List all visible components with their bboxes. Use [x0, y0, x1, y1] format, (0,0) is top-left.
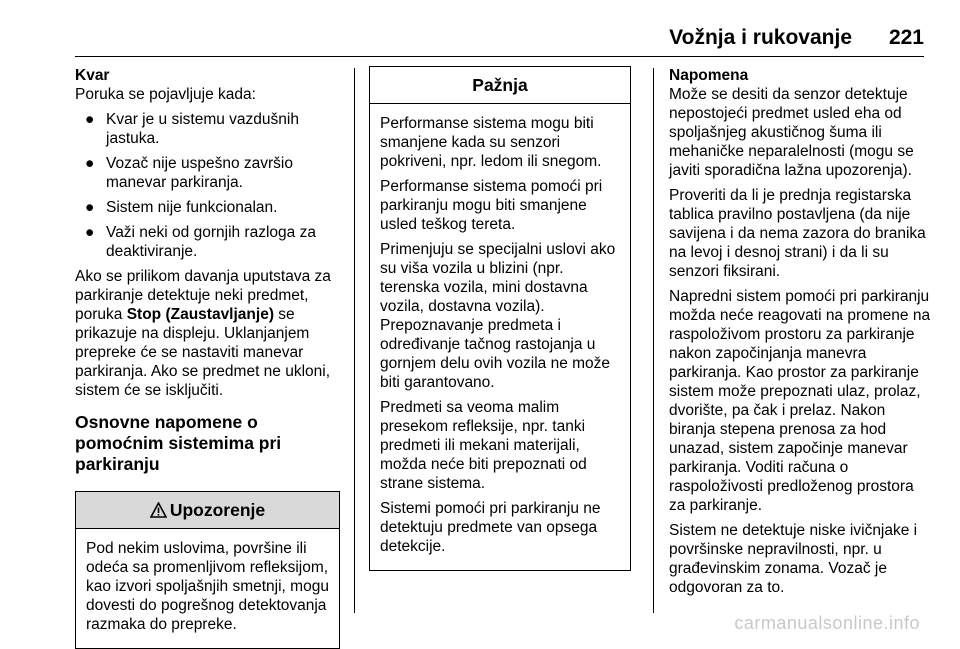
note-paragraph: Proveriti da li je prednja registarska tablica pravilno postavljena (da nije savijena i da nema zazora do branika na levoj i desnoj strani) i da li su senzori fiksirani.: [669, 187, 926, 280]
note-title: Napomena: [669, 67, 749, 84]
warning-box-header: [76, 492, 339, 529]
list-item-text: Važi neki od gornjih razloga za deaktiviranje.: [106, 224, 316, 260]
note-paragraph: Sistem ne detektuje niske ivičnjake i površinske nepravilnosti, npr. u građevinskim zonama. Vozač je odgovoran za to.: [669, 522, 918, 596]
bullet-icon: ●: [85, 111, 95, 128]
list-item-text: Sistem nije funkcionalan.: [106, 199, 278, 216]
caution-paragraph: Primenjuju se specijalni uslovi ako su viša vozila u blizini (npr. terenska vozila, mini dostavna vozila, dostavna vozila). Prepoznavanje predmeta i određivanje tačnog rastojanja u gornjem delu ovih vozila ne može biti garantovano.: [380, 241, 616, 391]
list-item: [75, 110, 340, 148]
caution-box: [369, 66, 631, 571]
warning-text: Pod nekim uslovima, površine ili odeća sa promenljivom refleksijom, kao izvori spoljašnjih smetnji, mogu dovesti do pogrešnog detektovanja razmaka do prepreke.: [86, 540, 329, 633]
list-item: [75, 223, 340, 261]
column-divider-1: [354, 68, 355, 613]
stop-message: Stop (Zaustavljanje): [126, 306, 274, 323]
column-right: [669, 66, 931, 603]
list-item-text: Kvar je u sistemu vazdušnih jastuka.: [106, 111, 299, 147]
caution-box-header: [370, 67, 630, 104]
bullet-icon: ●: [85, 155, 95, 172]
note-paragraph: Može se desiti da senzor detektuje nepostojeći predmet usled eha od spoljašnjeg akustičnog šuma ili mehaničke neparalelnosti (mogu se javiti sporadična lažna upozorenja).: [669, 86, 914, 179]
column-middle: [369, 66, 631, 571]
list-item-text: Vozač nije uspešno završio manevar parkiranja.: [106, 155, 293, 191]
section-heading: Osnovne napomene o pomoćnim sistemima pri parkiranju: [75, 412, 282, 474]
header-divider: [75, 56, 924, 57]
warning-box-body: [76, 529, 339, 648]
warning-title: Upozorenje: [169, 499, 266, 520]
column-divider-2: [653, 68, 654, 613]
caution-box-body: [370, 104, 630, 570]
list-item: [75, 154, 340, 192]
warning-box: [75, 491, 340, 649]
caution-paragraph: Predmeti sa veoma malim presekom refleksije, npr. tanki predmeti ili mekani materijali, možda neće biti prepoznati od strane sistema.: [380, 399, 587, 492]
caution-paragraph: Sistemi pomoći pri parkiranju ne detektuju predmete van opsega detekcije.: [380, 500, 601, 555]
page-header: [0, 0, 960, 60]
caution-paragraph: Performanse sistema pomoći pri parkiranju mogu biti smanjene usled teškog tereta.: [380, 178, 603, 233]
stop-paragraph-part1: Ako se prilikom davanja uputstava za parkiranje detektuje neki predmet, poruka: [75, 268, 331, 323]
note-paragraph: Napredni sistem pomoći pri parkiranju možda neće reagovati na promene na raspoloživom prostoru za parkiranje nakon započinjanja manevra parkiranja. Kao prostor za parkiranje sistem može prepoznati ulaz, prolaz, dvorište, pa čak i prelaz. Nakon biranja stepena prenosa za hod unazad, sistem započinje manevar parkiranja. Voditi računa o raspoloživosti predloženog prostora za parkiranje.: [669, 288, 931, 514]
bullet-icon: ●: [85, 224, 95, 241]
caution-title: Pažnja: [472, 74, 528, 95]
kvar-title: Kvar: [75, 67, 110, 84]
bullet-icon: ●: [85, 199, 95, 216]
stop-paragraph-part2: se prikazuje na displeju. Uklanjanjem prepreke će se nastaviti manevar parkiranja. Ako se predmet ne ukloni, sistem će se isključiti.: [75, 306, 331, 399]
list-item: [75, 198, 340, 217]
watermark: carmanualsonline.info: [734, 613, 920, 633]
stop-paragraph: [75, 267, 340, 400]
page-title: Vožnja i rukovanje: [669, 26, 852, 49]
caution-paragraph: Performanse sistema mogu biti smanjene kada su senzori pokriveni, npr. ledom ili snegom.: [380, 115, 602, 170]
page-number: 221: [888, 26, 924, 49]
kvar-bullet-list: [75, 110, 340, 261]
column-left: [75, 66, 340, 649]
kvar-intro: Poruka se pojavljuje kada:: [75, 86, 256, 103]
warning-triangle-icon: [150, 502, 167, 518]
